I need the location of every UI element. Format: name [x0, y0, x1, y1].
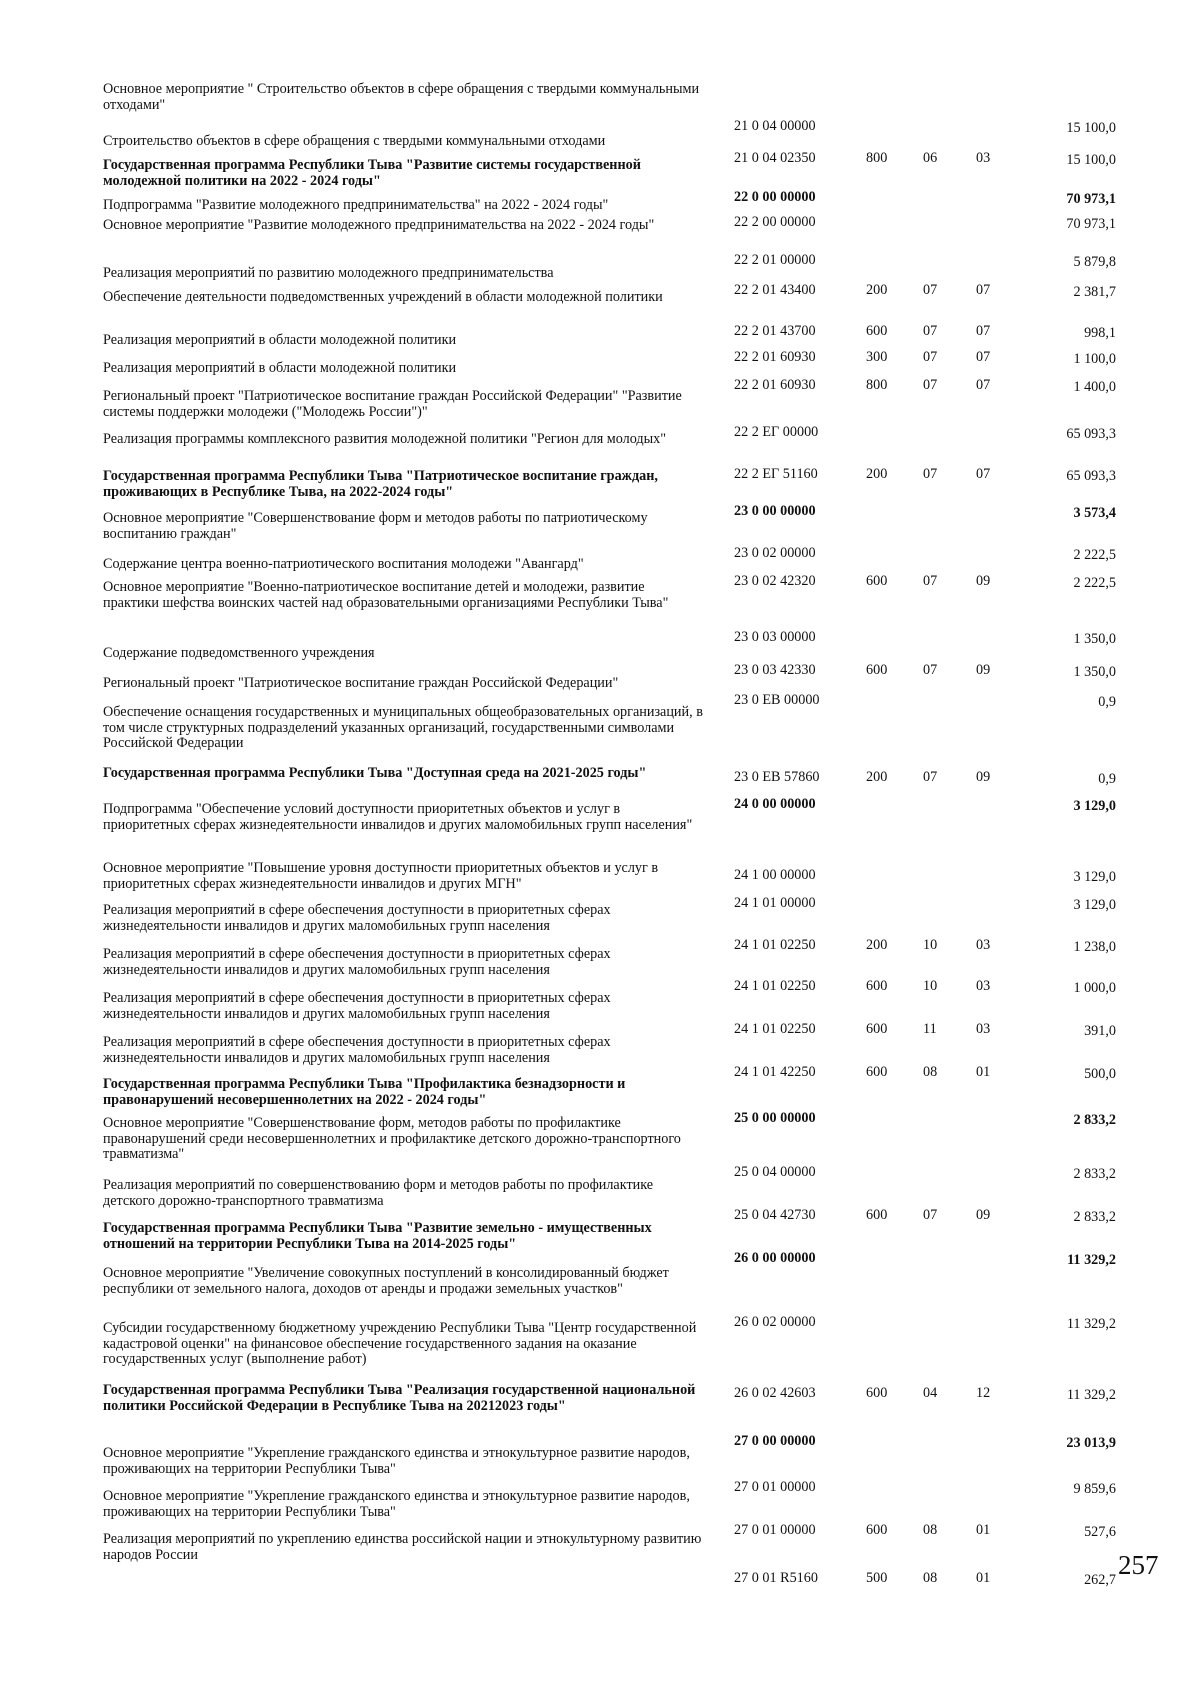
row-description: Строительство объектов в сфере обращения с твердыми коммунальными отходами [103, 133, 606, 149]
row-description: Подпрограмма "Обеспечение условий доступности приоритетных объектов и услуг в приоритетных сферах жизнедеятельности инвалидов и других маломобильных групп населения" [103, 801, 693, 833]
row-subsection: 07 [976, 466, 991, 482]
row-expense-type: 600 [866, 1385, 888, 1401]
row-description: Реализация мероприятий по развитию молодежного предпринимательства [103, 265, 554, 281]
row-amount: 1 100,0 [1073, 351, 1116, 367]
row-amount: 0,9 [1098, 694, 1116, 710]
page-number: 257 [1118, 1550, 1159, 1580]
row-subsection: 01 [976, 1522, 991, 1538]
row-code: 23 0 03 42330 [734, 662, 816, 678]
row-code: 22 2 00 00000 [734, 214, 816, 230]
row-code: 24 1 01 02250 [734, 937, 816, 953]
row-expense-type: 600 [866, 1207, 888, 1223]
row-subsection: 01 [976, 1570, 991, 1586]
row-description: Реализация программы комплексного развития молодежной политики "Регион для молодых" [103, 431, 667, 447]
row-amount: 9 859,6 [1073, 1481, 1116, 1497]
row-description: Реализация мероприятий в сфере обеспечения доступности в приоритетных сферах жизнедеятельности инвалидов и других маломобильных групп населения [103, 902, 611, 934]
row-description: Основное мероприятие "Совершенствование форм, методов работы по профилактике правонарушений среди несовершеннолетних и профилактике детского дорожно-транспортного травматизма" [103, 1115, 681, 1163]
row-amount: 3 129,0 [1073, 798, 1116, 814]
row-code: 27 0 01 R5160 [734, 1570, 818, 1586]
row-code: 23 0 02 00000 [734, 545, 816, 561]
row-amount: 65 093,3 [1066, 426, 1116, 442]
row-subsection: 03 [976, 150, 991, 166]
row-subsection: 03 [976, 978, 991, 994]
row-amount: 11 329,2 [1066, 1387, 1116, 1403]
row-description: Обеспечение оснащения государственных и муниципальных общеобразовательных организаций, в том числе структурных подразделений указанных организаций, государственными символами Российской Федерации [103, 704, 703, 752]
row-amount: 5 879,8 [1073, 254, 1116, 270]
row-code: 24 1 01 02250 [734, 1021, 816, 1037]
row-description: Реализация мероприятий в области молодежной политики [103, 360, 457, 376]
row-description: Содержание подведомственного учреждения [103, 645, 375, 661]
row-expense-type: 800 [866, 377, 888, 393]
row-code: 24 1 01 42250 [734, 1064, 816, 1080]
row-amount: 3 129,0 [1073, 897, 1116, 913]
row-code: 22 2 01 43400 [734, 282, 816, 298]
row-description: Подпрограмма "Развитие молодежного предпринимательства" на 2022 - 2024 годы" [103, 197, 609, 213]
row-amount: 11 329,2 [1067, 1252, 1116, 1268]
row-expense-type: 600 [866, 1064, 888, 1080]
row-amount: 2 833,2 [1073, 1209, 1116, 1225]
row-section: 07 [923, 662, 938, 678]
row-subsection: 03 [976, 937, 991, 953]
row-description: Основное мероприятие "Военно-патриотическое воспитание детей и молодежи, развитие практики шефства воинских частей над образовательными организациями Республики Тыва" [103, 579, 669, 611]
row-description: Обеспечение деятельности подведомственных учреждений в области молодежной политики [103, 289, 663, 305]
row-subsection: 09 [976, 1207, 991, 1223]
row-expense-type: 300 [866, 349, 888, 365]
row-section: 08 [923, 1570, 938, 1586]
row-amount: 15 100,0 [1066, 120, 1116, 136]
row-section: 07 [923, 769, 938, 785]
row-subsection: 07 [976, 377, 991, 393]
row-description: Реализация мероприятий по укреплению единства российской нации и этнокультурному развитию народов России [103, 1531, 702, 1563]
row-expense-type: 600 [866, 662, 888, 678]
row-section: 07 [923, 466, 938, 482]
row-section: 07 [923, 323, 938, 339]
row-code: 24 0 00 00000 [734, 796, 816, 812]
row-amount: 998,1 [1084, 325, 1116, 341]
row-expense-type: 200 [866, 466, 888, 482]
row-code: 21 0 04 00000 [734, 118, 816, 134]
row-subsection: 07 [976, 282, 991, 298]
row-code: 24 1 01 00000 [734, 895, 816, 911]
row-expense-type: 600 [866, 1021, 888, 1037]
row-section: 07 [923, 349, 938, 365]
row-expense-type: 800 [866, 150, 888, 166]
row-amount: 527,6 [1084, 1524, 1116, 1540]
row-section: 10 [923, 978, 938, 994]
row-expense-type: 600 [866, 978, 888, 994]
row-description: Основное мероприятие "Укрепление гражданского единства и этнокультурное развитие народов, проживающих на территории Республики Тыва" [103, 1445, 690, 1477]
row-code: 27 0 01 00000 [734, 1522, 816, 1538]
row-description: Основное мероприятие "Укрепление гражданского единства и этнокультурное развитие народов, проживающих на территории Республики Тыва" [103, 1488, 690, 1520]
row-amount: 2 833,2 [1073, 1166, 1116, 1182]
row-description: Основное мероприятие " Строительство объектов в сфере обращения с твердыми коммунальными отходами" [103, 81, 700, 113]
row-code: 23 0 00 00000 [734, 503, 816, 519]
row-expense-type: 200 [866, 937, 888, 953]
row-description: Государственная программа Республики Тыва "Реализация государственной национальной политики Российской Федерации в Республике Тыва на 20212023 годы" [103, 1382, 696, 1414]
row-expense-type: 600 [866, 1522, 888, 1538]
row-expense-type: 600 [866, 323, 888, 339]
row-section: 07 [923, 282, 938, 298]
row-subsection: 07 [976, 349, 991, 365]
row-amount: 2 222,5 [1073, 547, 1116, 563]
row-description: Реализация мероприятий в сфере обеспечения доступности в приоритетных сферах жизнедеятельности инвалидов и других маломобильных групп населения [103, 946, 611, 978]
row-section: 07 [923, 1207, 938, 1223]
row-subsection: 03 [976, 1021, 991, 1037]
row-description: Основное мероприятие "Совершенствование форм и методов работы по патриотическому воспитанию граждан" [103, 510, 648, 542]
row-amount: 11 329,2 [1066, 1316, 1116, 1332]
row-amount: 500,0 [1084, 1066, 1116, 1082]
row-code: 26 0 02 42603 [734, 1385, 816, 1401]
row-amount: 391,0 [1084, 1023, 1116, 1039]
row-code: 22 2 01 00000 [734, 252, 816, 268]
row-code: 23 0 03 00000 [734, 629, 816, 645]
row-code: 22 2 01 60930 [734, 377, 816, 393]
row-subsection: 09 [976, 662, 991, 678]
row-amount: 1 238,0 [1073, 939, 1116, 955]
row-code: 22 0 00 00000 [734, 189, 816, 205]
row-description: Реализация мероприятий в сфере обеспечения доступности в приоритетных сферах жизнедеятельности инвалидов и других маломобильных групп населения [103, 1034, 611, 1066]
row-amount: 2 833,2 [1073, 1112, 1116, 1128]
row-description: Реализация мероприятий по совершенствованию форм и методов работы по профилактике детского дорожно-транспортного травматизма [103, 1177, 654, 1209]
row-subsection: 07 [976, 323, 991, 339]
row-code: 24 1 00 00000 [734, 867, 816, 883]
row-code: 23 0 02 42320 [734, 573, 816, 589]
row-description: Региональный проект "Патриотическое воспитание граждан Российской Федерации" [103, 675, 619, 691]
row-code: 22 2 ЕГ 51160 [734, 466, 818, 482]
row-section: 04 [923, 1385, 938, 1401]
row-amount: 262,7 [1084, 1572, 1116, 1588]
row-subsection: 12 [976, 1385, 991, 1401]
row-code: 22 2 ЕГ 00000 [734, 424, 819, 440]
row-amount: 3 129,0 [1073, 869, 1116, 885]
row-subsection: 09 [976, 769, 991, 785]
row-section: 11 [923, 1021, 937, 1037]
row-code: 27 0 00 00000 [734, 1433, 816, 1449]
row-description: Основное мероприятие "Увеличение совокупных поступлений в консолидированный бюджет республики от земельного налога, доходов от аренды и продажи земельных участков" [103, 1265, 669, 1297]
row-amount: 0,9 [1098, 771, 1116, 787]
row-amount: 1 000,0 [1073, 980, 1116, 996]
row-amount: 1 350,0 [1073, 631, 1116, 647]
row-description: Содержание центра военно-патриотического воспитания молодежи "Авангард" [103, 556, 584, 572]
row-code: 25 0 00 00000 [734, 1110, 816, 1126]
row-amount: 2 381,7 [1073, 284, 1116, 300]
row-section: 07 [923, 377, 938, 393]
row-code: 25 0 04 00000 [734, 1164, 816, 1180]
row-expense-type: 600 [866, 573, 888, 589]
row-amount: 23 013,9 [1066, 1435, 1116, 1451]
row-amount: 2 222,5 [1073, 575, 1116, 591]
row-description: Региональный проект "Патриотическое воспитание граждан Российской Федерации" "Развитие системы поддержки молодежи ("Молодежь России")" [103, 388, 682, 420]
row-section: 10 [923, 937, 938, 953]
row-expense-type: 200 [866, 769, 888, 785]
row-code: 27 0 01 00000 [734, 1479, 816, 1495]
row-code: 26 0 02 00000 [734, 1314, 816, 1330]
row-amount: 3 573,4 [1073, 505, 1116, 521]
row-amount: 65 093,3 [1066, 468, 1116, 484]
row-amount: 1 400,0 [1073, 379, 1116, 395]
row-description: Основное мероприятие "Повышение уровня доступности приоритетных объектов и услуг в приоритетных сферах жизнедеятельности инвалидов и других МГН" [103, 860, 659, 892]
row-amount: 15 100,0 [1066, 152, 1116, 168]
row-section: 08 [923, 1522, 938, 1538]
row-subsection: 09 [976, 573, 991, 589]
row-amount: 1 350,0 [1073, 664, 1116, 680]
row-section: 08 [923, 1064, 938, 1080]
row-expense-type: 200 [866, 282, 888, 298]
row-description: Государственная программа Республики Тыва "Развитие земельно - имущественных отношений на территории Республики Тыва на 2014-2025 годы" [103, 1220, 652, 1252]
row-section: 07 [923, 573, 938, 589]
row-description: Реализация мероприятий в сфере обеспечения доступности в приоритетных сферах жизнедеятельности инвалидов и других маломобильных групп населения [103, 990, 611, 1022]
row-description: Субсидии государственному бюджетному учреждению Республики Тыва "Центр государственной кадастровой оценки" на финансовое обеспечение государственного задания на оказание государственных услуг (выполнение работ) [103, 1320, 697, 1368]
row-section: 06 [923, 150, 938, 166]
row-code: 23 0 ЕВ 57860 [734, 769, 820, 785]
row-description: Государственная программа Республики Тыва "Профилактика безнадзорности и правонарушений несовершеннолетних на 2022 - 2024 годы" [103, 1076, 626, 1108]
row-amount: 70 973,1 [1066, 191, 1116, 207]
row-code: 23 0 ЕВ 00000 [734, 692, 820, 708]
row-code: 25 0 04 42730 [734, 1207, 816, 1223]
row-description: Основное мероприятие "Развитие молодежного предпринимательства на 2022 - 2024 годы" [103, 217, 655, 233]
row-code: 24 1 01 02250 [734, 978, 816, 994]
row-description: Государственная программа Республики Тыва "Доступная среда на 2021-2025 годы" [103, 765, 647, 781]
row-code: 22 2 01 60930 [734, 349, 816, 365]
row-code: 26 0 00 00000 [734, 1250, 816, 1266]
row-expense-type: 500 [866, 1570, 888, 1586]
row-description: Реализация мероприятий в области молодежной политики [103, 332, 457, 348]
row-subsection: 01 [976, 1064, 991, 1080]
row-code: 21 0 04 02350 [734, 150, 816, 166]
row-description: Государственная программа Республики Тыва "Развитие системы государственной молодежной политики на 2022 - 2024 годы" [103, 157, 641, 189]
row-amount: 70 973,1 [1066, 216, 1116, 232]
row-code: 22 2 01 43700 [734, 323, 816, 339]
row-description: Государственная программа Республики Тыва "Патриотическое воспитание граждан, проживающих в Республике Тыва, на 2022-2024 годы" [103, 468, 658, 500]
